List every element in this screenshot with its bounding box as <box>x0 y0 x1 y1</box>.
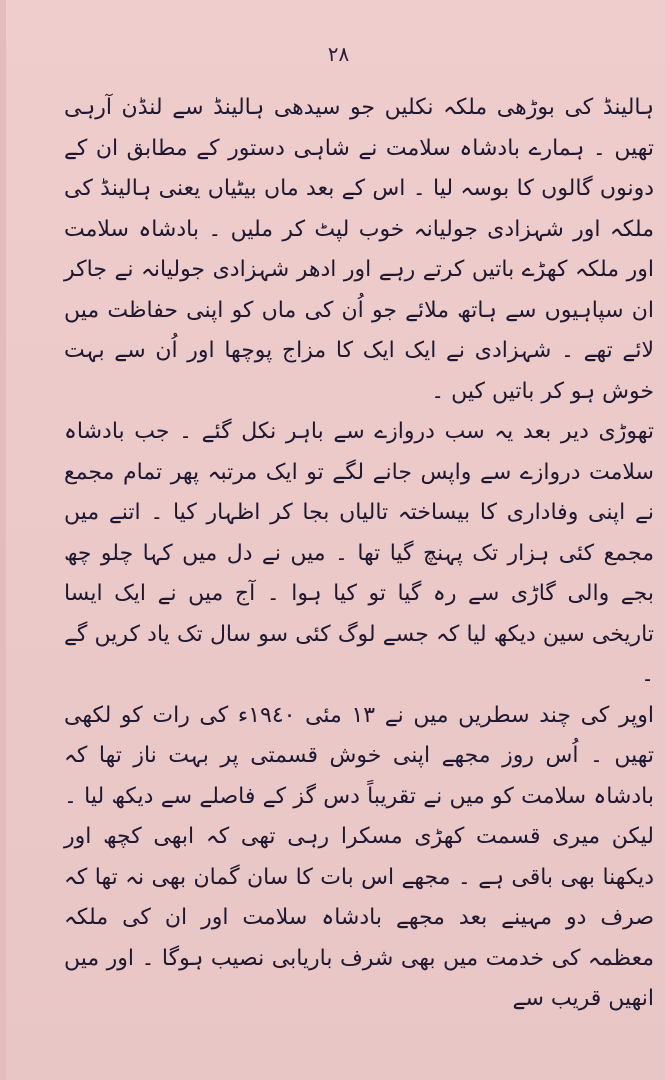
page-number: ٢٨ <box>327 42 350 66</box>
paragraph-1: ہالینڈ کی بوڑھی ملکہ نکلیں جو سیدھی ہالینڈ سے لنڈن آرہی تھیں ۔ ہمارے بادشاہ سلامت نے شاہی دستور کے مطابق ان کے دونوں گالوں کا بوسہ لیا ۔ اس کے بعد ماں بیٹیاں یعنی ہالینڈ کی ملکہ اور شہزادی جولیانہ خوب لپٹ کر ملیں ۔ بادشاہ سلامت اور ملکہ کھڑے باتیں کرتے رہے اور ادھر شہزادی جولیانہ نے جاکر ان سپاہیوں سے ہاتھ ملائے جو اُن کی ماں کو اپنی حفاظت میں لائے تھے ۔ شہزادی نے ایک ایک کا مزاج پوچھا اور اُن سے بہت خوش ہو کر باتیں کیں ۔ <box>64 95 654 404</box>
page-body-text <box>64 88 654 1020</box>
paragraph-3: اوپر کی چند سطریں میں نے ١٣ مئی ١٩٤٠ء کی رات کو لکھی تھیں ۔ اُس روز مجھے اپنی خوش قسمتی پر بہت ناز تھا کہ بادشاہ سلامت کو میں نے تقریباً دس گز کے فاصلے سے دیکھ لیا ۔ لیکن میری قسمت کھڑی مسکرا رہی تھی کہ ابھی کچھ اور دیکھنا بھی باقی ہے ۔ مجھے اس بات کا سان گمان بھی نہ تھا کہ صرف دو مہینے بعد مجھے بادشاہ سلامت اور ان کی ملکہ معظمہ کی خدمت میں بھی شرف باریابی نصیب ہوگا ۔ اور میں انھیں قریب سے <box>64 702 654 1011</box>
paragraph-2: تھوڑی دیر بعد یہ سب دروازے سے باہر نکل گئے ۔ جب بادشاہ سلامت دروازے سے واپس جانے لگے تو ایک مرتبہ پھر تمام مجمع نے اپنی وفاداری کا بیساختہ تالیاں بجا کر اظہار کیا ۔ اتنے میں مجمع کئی ہزار تک پہنچ گیا تھا ۔ میں نے دل میں کہا چلو چھ بجے والی گاڑی سے رہ گیا تو کیا ہوا ۔ آج میں نے ایک ایسا تاریخی سین دیکھ لیا کہ جسے لوگ کئی سو سال تک یاد کریں گے ۔ <box>64 419 654 687</box>
